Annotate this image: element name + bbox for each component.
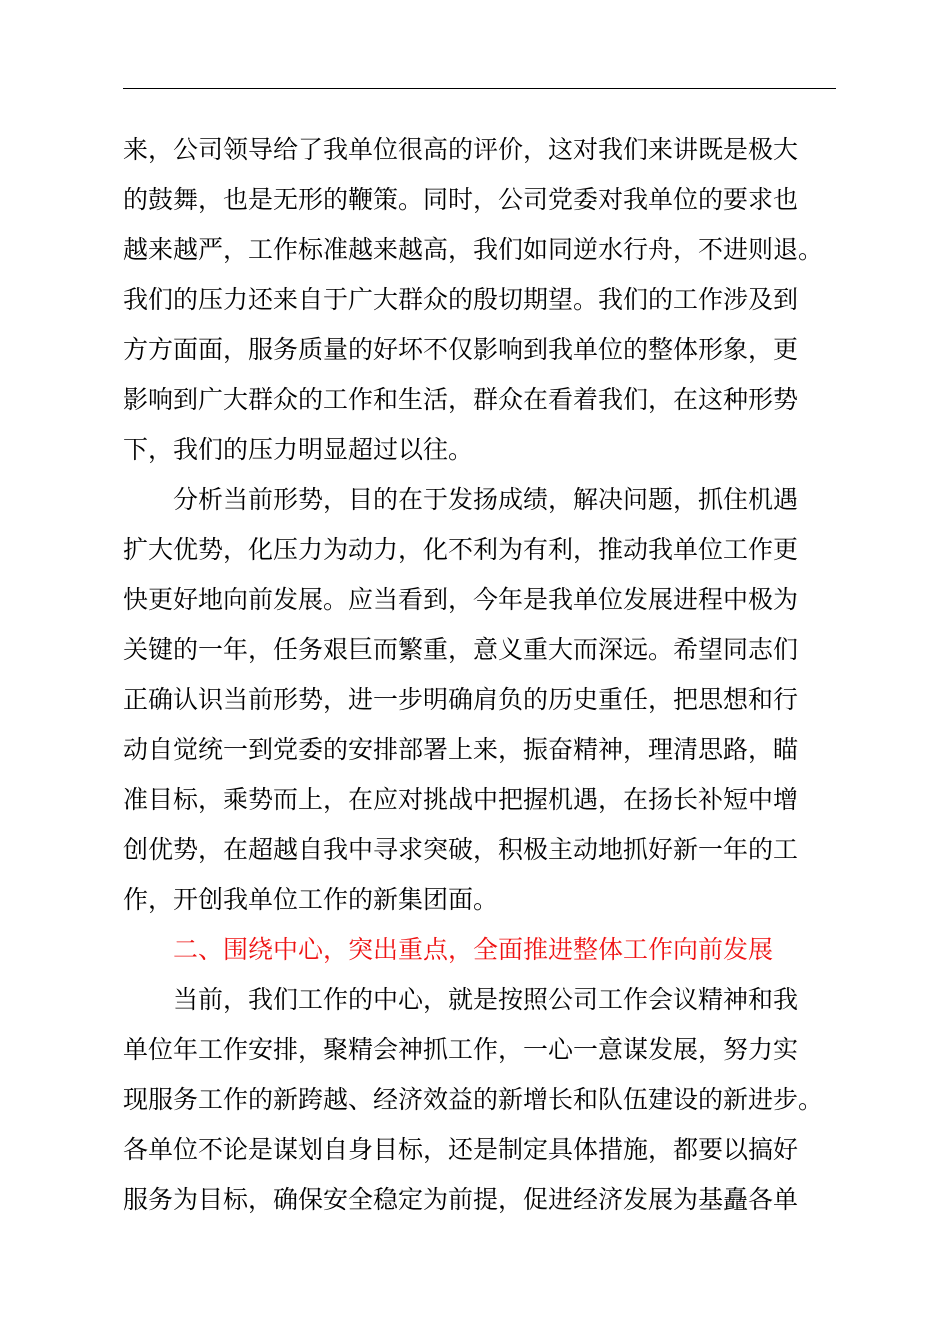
text-line: 来，公司领导给了我单位很高的评价，这对我们来讲既是极大 [123,135,799,164]
text-line: 正确认识当前形势，进一步明确肩负的历史重任，把思想和行 [123,685,799,714]
text-line: 作，开创我单位工作的新集团面。 [123,885,499,914]
header-rule [123,88,836,89]
text-line: 下，我们的压力明显超过以往。 [123,435,474,464]
text-line: 当前，我们工作的中心，就是按照公司工作会议精神和我 [173,985,799,1014]
text-line: 快更好地向前发展。应当看到，今年是我单位发展进程中极为 [123,585,799,614]
text-line: 影响到广大群众的工作和生活，群众在看着我们，在这种形势 [123,385,799,414]
text-line: 各单位不论是谋划自身目标，还是制定具体措施，都要以搞好 [123,1135,799,1164]
text-line: 我们的压力还来自于广大群众的殷切期望。我们的工作涉及到 [123,285,799,314]
text-line: 现服务工作的新跨越、经济效益的新增长和队伍建设的新进步。 [123,1085,824,1114]
text-line: 的鼓舞，也是无形的鞭策。同时，公司党委对我单位的要求也 [123,185,799,214]
text-line: 方方面面，服务质量的好坏不仅影响到我单位的整体形象，更 [123,335,799,364]
text-line: 扩大优势，化压力为动力，化不利为有利，推动我单位工作更 [123,535,799,564]
text-line: 创优势，在超越自我中寻求突破，积极主动地抓好新一年的工 [123,835,799,864]
text-line: 服务为目标，确保安全稳定为前提，促进经济发展为基矗各单 [123,1185,799,1214]
text-line: 分析当前形势，目的在于发扬成绩，解决问题，抓住机遇 [173,485,799,514]
text-line: 动自觉统一到党委的安排部署上来，振奋精神，理清思路，瞄 [123,735,799,764]
text-line: 越来越严，工作标准越来越高，我们如同逆水行舟，不进则退。 [123,235,824,264]
section-heading: 二、围绕中心，突出重点，全面推进整体工作向前发展 [173,935,774,964]
document-body [123,125,838,1225]
text-line: 关键的一年，任务艰巨而繁重，意义重大而深远。希望同志们 [123,635,799,664]
text-line: 单位年工作安排，聚精会神抓工作，一心一意谋发展，努力实 [123,1035,799,1064]
text-line: 准目标，乘势而上，在应对挑战中把握机遇，在扬长补短中增 [123,785,799,814]
